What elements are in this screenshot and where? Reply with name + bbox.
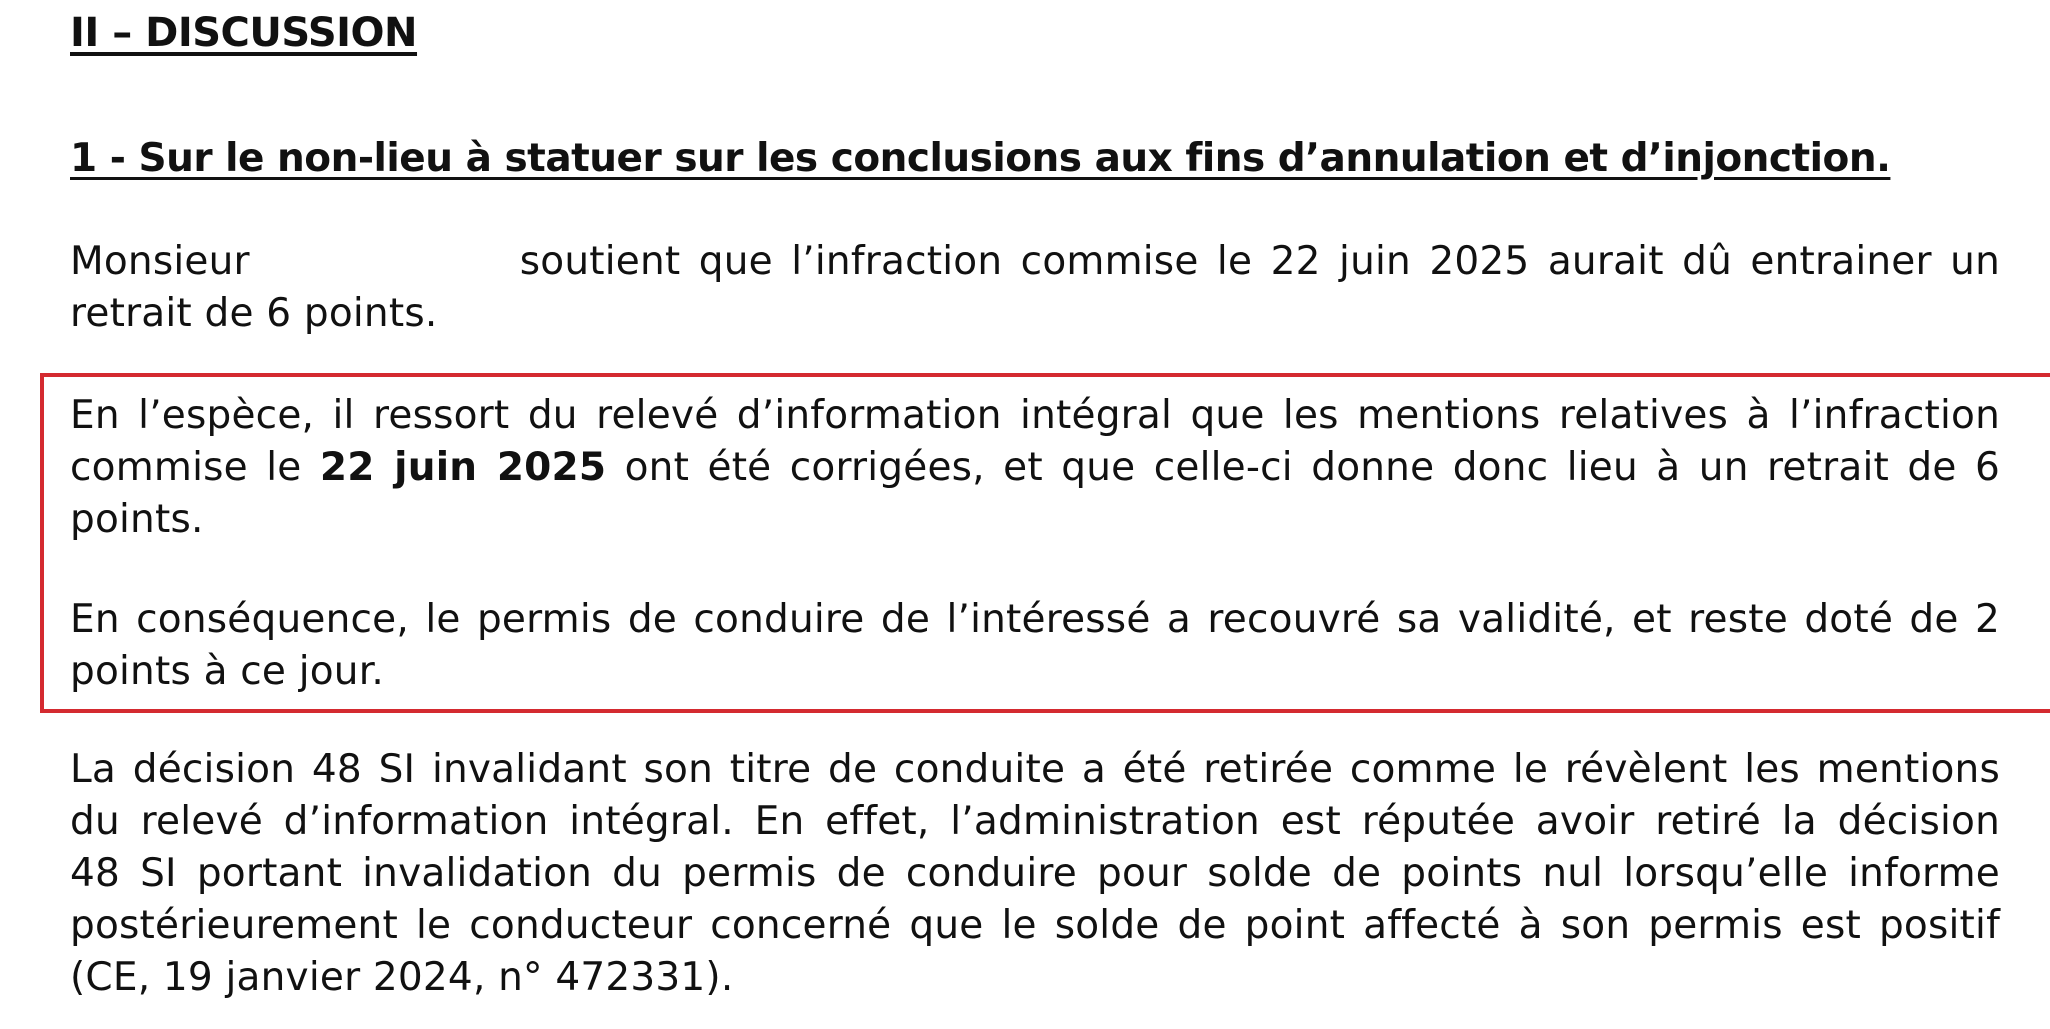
paragraph-line <box>70 442 2000 494</box>
paragraph-text: ont été corrigées, et que celle-ci donne donc lieu à un retrait de 6 <box>624 445 2000 490</box>
paragraph-line: La décision 48 SI invalidant son titre de conduite a été retirée comme le révèlent les mentions <box>70 747 2000 792</box>
subsection-heading: 1 - Sur le non-lieu à statuer sur les conclusions aux fins d’annulation et d’injonction. <box>70 136 1891 181</box>
paragraph-text: commise le <box>70 445 302 490</box>
paragraph-line: du relevé d’information intégral. En effet, l’administration est réputée avoir retiré la décision <box>70 799 2000 844</box>
section-heading: II – DISCUSSION <box>70 10 418 56</box>
paragraph-line: points. <box>70 497 204 542</box>
paragraph-line: En l’espèce, il ressort du relevé d’information intégral que les mentions relatives à l’infraction <box>70 393 2000 438</box>
paragraph-claim <box>70 236 2000 340</box>
paragraph-line: postérieurement le conducteur concerné que le solde de point affecté à son permis est positif <box>70 903 2000 948</box>
paragraph-line: (CE, 19 janvier 2024, n° 472331). <box>70 955 734 1000</box>
bold-date: 22 juin 2025 <box>319 445 607 490</box>
paragraph-line: 48 SI portant invalidation du permis de conduire pour solde de points nul lorsqu’elle informe <box>70 851 2000 896</box>
paragraph-correction <box>70 390 2000 546</box>
paragraph-line: En conséquence, le permis de conduire de l’intéressé a recouvré sa validité, et reste doté de 2 <box>70 597 2000 642</box>
paragraph-consequence <box>70 594 2000 698</box>
paragraph-line <box>70 236 2000 288</box>
paragraph-text: soutient que l’infraction commise le 22 juin 2025 aurait dû entrainer un <box>519 239 2000 284</box>
paragraph-line: retrait de 6 points. <box>70 291 438 336</box>
paragraph-line: points à ce jour. <box>70 649 384 694</box>
paragraph-text: Monsieur <box>70 239 250 284</box>
paragraph-decision <box>70 744 2000 1004</box>
